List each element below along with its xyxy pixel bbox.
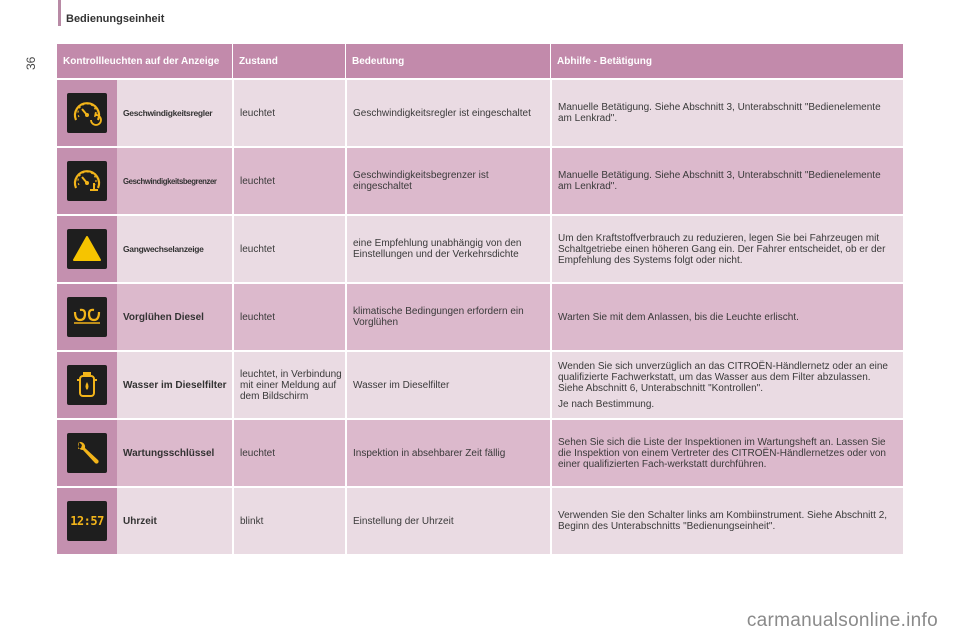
- warning-lights-table: [57, 44, 903, 556]
- table-row: [57, 80, 903, 146]
- gear-shift-indicator-icon: [67, 229, 107, 269]
- table-row: [57, 488, 903, 554]
- header-state: Zustand: [232, 44, 345, 78]
- row-state: leuchtet: [232, 420, 345, 486]
- row-meaning: eine Empfehlung unabhängig von den Einstellungen und der Verkehrsdichte: [345, 216, 550, 282]
- row-state: leuchtet: [232, 284, 345, 350]
- clock-display-icon: [67, 501, 107, 541]
- row-name: Wartungsschlüssel: [123, 447, 215, 459]
- row-meaning: Wasser im Dieselfilter: [345, 352, 550, 418]
- section-marker-bar: [58, 0, 61, 26]
- row-state: leuchtet: [232, 216, 345, 282]
- row-state: leuchtet, in Verbindung mit einer Meldung auf dem Bildschirm: [232, 352, 345, 418]
- row-remedy: [550, 216, 903, 282]
- row-meaning: Geschwindigkeitsregler ist eingeschaltet: [345, 80, 550, 146]
- table-row: [57, 216, 903, 282]
- remedy-text: Sehen Sie sich die Liste der Inspektionen im Wartungsheft an. Lassen Sie die Inspektion von einem Vertreter des CITROËN-Händlernetzes oder von einer qualifizierten Fach-werkstatt durchführen.: [558, 436, 886, 470]
- speed-limiter-icon: [67, 161, 107, 201]
- table-row: [57, 352, 903, 418]
- watermark: carmanualsonline.info: [746, 610, 938, 631]
- header-indicator: Kontrollleuchten auf der Anzeige: [63, 55, 220, 67]
- row-name: Geschwindigkeitsregler: [123, 107, 213, 118]
- table-row: [57, 420, 903, 486]
- section-title: Bedienungseinheit: [66, 13, 165, 25]
- glow-plug-icon: [67, 297, 107, 337]
- remedy-text: Warten Sie mit dem Anlassen, bis die Leuchte erlischt.: [558, 311, 799, 323]
- table-row: [57, 148, 903, 214]
- row-remedy: [550, 148, 903, 214]
- row-name: Vorglühen Diesel: [123, 311, 204, 323]
- table-row: [57, 284, 903, 350]
- row-meaning: Einstellung der Uhrzeit: [345, 488, 550, 554]
- water-in-diesel-icon: [67, 365, 107, 405]
- row-remedy: [550, 420, 903, 486]
- header-remedy: Abhilfe - Betätigung: [550, 44, 903, 78]
- remedy-text: Manuelle Betätigung. Siehe Abschnitt 3, Unterabschnitt "Bedienelemente am Lenkrad".: [558, 170, 881, 192]
- remedy-text: Verwenden Sie den Schalter links am Kombiinstrument. Siehe Abschnitt 2, Beginn des Unterabschnitts "Bedienungseinheit".: [558, 510, 888, 532]
- row-name: Geschwindigkeitsbegrenzer: [123, 176, 217, 186]
- row-name: Uhrzeit: [123, 515, 157, 527]
- table-header: [57, 44, 903, 78]
- row-state: leuchtet: [232, 148, 345, 214]
- row-name: Wasser im Dieselfilter: [123, 379, 227, 391]
- row-state: blinkt: [232, 488, 345, 554]
- service-wrench-icon: [67, 433, 107, 473]
- remedy-text: Manuelle Betätigung. Siehe Abschnitt 3, Unterabschnitt "Bedienelemente am Lenkrad".: [558, 102, 881, 124]
- remedy-text: Um den Kraftstoffverbrauch zu reduzieren, legen Sie bei Fahrzeugen mit Schaltgetriebe einen höheren Gang ein. Der Fahrer entscheidet, ob er der Empfehlung des Systems folgt oder nicht.: [558, 232, 886, 266]
- remedy-note: Je nach Bestimmung.: [558, 398, 655, 410]
- clock-display-digits: 12:57: [70, 514, 104, 528]
- row-remedy: [550, 352, 903, 418]
- speed-regulator-icon: [67, 93, 107, 133]
- row-meaning: Geschwindigkeitsbegrenzer ist eingeschaltet: [345, 148, 550, 214]
- row-name: Gangwechselanzeige: [123, 243, 204, 254]
- row-remedy: [550, 488, 903, 554]
- remedy-text: Wenden Sie sich unverzüglich an das CITROËN-Händlernetz oder an eine qualifizierte Fachwerkstatt, um das Wasser aus dem Filter abzulassen. Siehe Abschnitt 6, Unterabschnitt "Kontrollen".: [558, 360, 888, 394]
- row-meaning: klimatische Bedingungen erfordern ein Vorglühen: [345, 284, 550, 350]
- header-meaning: Bedeutung: [345, 44, 550, 78]
- page-number: 36: [24, 56, 38, 70]
- row-state: leuchtet: [232, 80, 345, 146]
- row-meaning: Inspektion in absehbarer Zeit fällig: [345, 420, 550, 486]
- row-remedy: [550, 80, 903, 146]
- row-remedy: [550, 284, 903, 350]
